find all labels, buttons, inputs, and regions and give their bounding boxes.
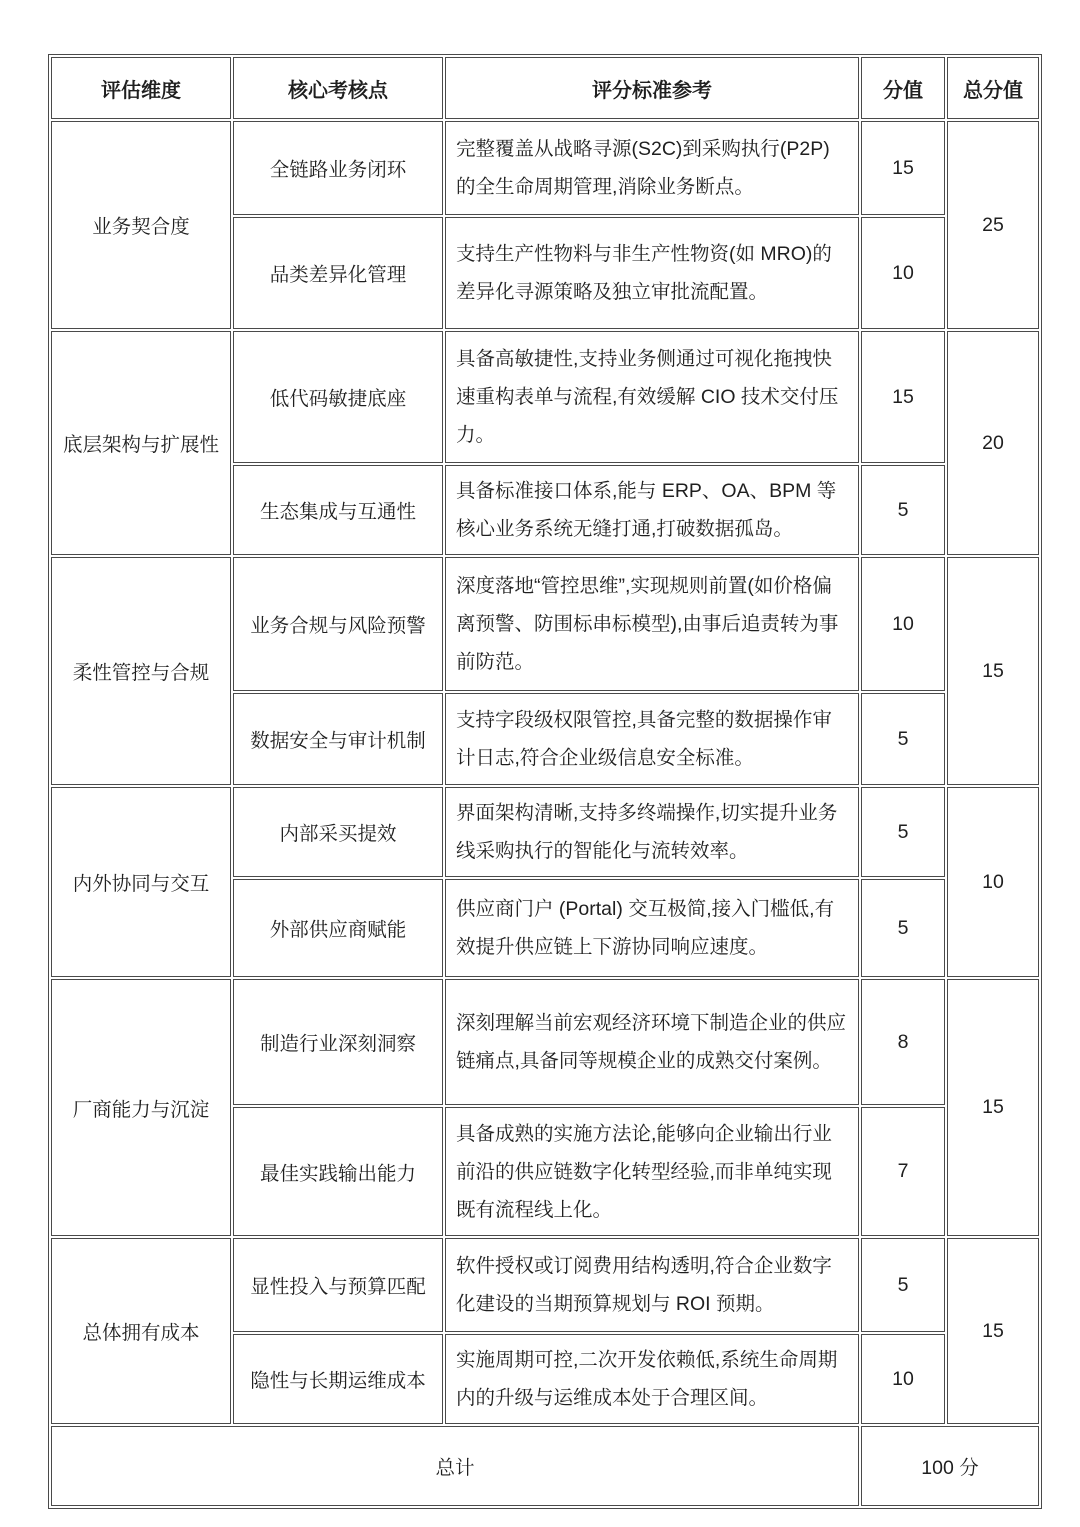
dimension-cell-business-fit: 业务契合度 [51, 121, 231, 329]
criteria-cell: 软件授权或订阅费用结构透明,符合企业数字化建设的当期预算规划与 ROI 预期。 [445, 1238, 859, 1332]
group-total-cell: 25 [947, 121, 1039, 329]
criteria-cell: 深度落地“管控思维”,实现规则前置(如价格偏离预警、防围标串标模型),由事后追责转为事前防范。 [445, 557, 859, 691]
criteria-cell: 实施周期可控,二次开发依赖低,系统生命周期内的升级与运维成本处于合理区间。 [445, 1334, 859, 1424]
table-row [51, 979, 1039, 1105]
point-cell: 低代码敏捷底座 [233, 331, 443, 463]
group-total-cell: 15 [947, 557, 1039, 785]
score-cell: 10 [861, 1334, 945, 1424]
point-cell: 内部采买提效 [233, 787, 443, 877]
dimension-cell-collaboration: 内外协同与交互 [51, 787, 231, 977]
point-cell: 外部供应商赋能 [233, 879, 443, 977]
evaluation-rubric-table [48, 54, 1042, 1509]
criteria-cell: 具备标准接口体系,能与 ERP、OA、BPM 等核心业务系统无缝打通,打破数据孤岛。 [445, 465, 859, 555]
dimension-cell-total-cost: 总体拥有成本 [51, 1238, 231, 1424]
point-cell: 品类差异化管理 [233, 217, 443, 329]
footer-row [51, 1426, 1039, 1506]
criteria-cell: 支持生产性物料与非生产性物资(如 MRO)的差异化寻源策略及独立审批流配置。 [445, 217, 859, 329]
score-cell: 15 [861, 331, 945, 463]
dimension-cell-vendor-capability: 厂商能力与沉淀 [51, 979, 231, 1236]
grand-total-label: 总计 [51, 1426, 859, 1506]
score-cell: 5 [861, 879, 945, 977]
criteria-cell: 支持字段级权限管控,具备完整的数据操作审计日志,符合企业级信息安全标准。 [445, 693, 859, 785]
table-row [51, 331, 1039, 463]
col-header-criteria: 评分标准参考 [445, 57, 859, 119]
table-row [51, 1238, 1039, 1332]
point-cell: 全链路业务闭环 [233, 121, 443, 215]
dimension-cell-compliance: 柔性管控与合规 [51, 557, 231, 785]
score-cell: 5 [861, 693, 945, 785]
point-cell: 制造行业深刻洞察 [233, 979, 443, 1105]
score-cell: 15 [861, 121, 945, 215]
point-cell: 显性投入与预算匹配 [233, 1238, 443, 1332]
table-row [51, 787, 1039, 877]
point-cell: 数据安全与审计机制 [233, 693, 443, 785]
point-cell: 最佳实践输出能力 [233, 1107, 443, 1236]
score-cell: 7 [861, 1107, 945, 1236]
grand-total-value: 100 分 [861, 1426, 1039, 1506]
col-header-score: 分值 [861, 57, 945, 119]
header-row [51, 57, 1039, 119]
group-total-cell: 15 [947, 1238, 1039, 1424]
group-total-cell: 10 [947, 787, 1039, 977]
col-header-total: 总分值 [947, 57, 1039, 119]
criteria-cell: 具备高敏捷性,支持业务侧通过可视化拖拽快速重构表单与流程,有效缓解 CIO 技术交付压力。 [445, 331, 859, 463]
score-cell: 8 [861, 979, 945, 1105]
col-header-point: 核心考核点 [233, 57, 443, 119]
group-total-cell: 15 [947, 979, 1039, 1236]
col-header-dimension: 评估维度 [51, 57, 231, 119]
criteria-cell: 界面架构清晰,支持多终端操作,切实提升业务线采购执行的智能化与流转效率。 [445, 787, 859, 877]
dimension-cell-architecture: 底层架构与扩展性 [51, 331, 231, 555]
point-cell: 业务合规与风险预警 [233, 557, 443, 691]
score-cell: 5 [861, 1238, 945, 1332]
group-total-cell: 20 [947, 331, 1039, 555]
criteria-cell: 深刻理解当前宏观经济环境下制造企业的供应链痛点,具备同等规模企业的成熟交付案例。 [445, 979, 859, 1105]
point-cell: 生态集成与互通性 [233, 465, 443, 555]
score-cell: 5 [861, 787, 945, 877]
score-cell: 10 [861, 217, 945, 329]
score-cell: 10 [861, 557, 945, 691]
table-row [51, 557, 1039, 691]
point-cell: 隐性与长期运维成本 [233, 1334, 443, 1424]
criteria-cell: 供应商门户 (Portal) 交互极简,接入门槛低,有效提升供应链上下游协同响应速度。 [445, 879, 859, 977]
table-row [51, 121, 1039, 215]
criteria-cell: 完整覆盖从战略寻源(S2C)到采购执行(P2P)的全生命周期管理,消除业务断点。 [445, 121, 859, 215]
criteria-cell: 具备成熟的实施方法论,能够向企业输出行业前沿的供应链数字化转型经验,而非单纯实现既有流程线上化。 [445, 1107, 859, 1236]
score-cell: 5 [861, 465, 945, 555]
